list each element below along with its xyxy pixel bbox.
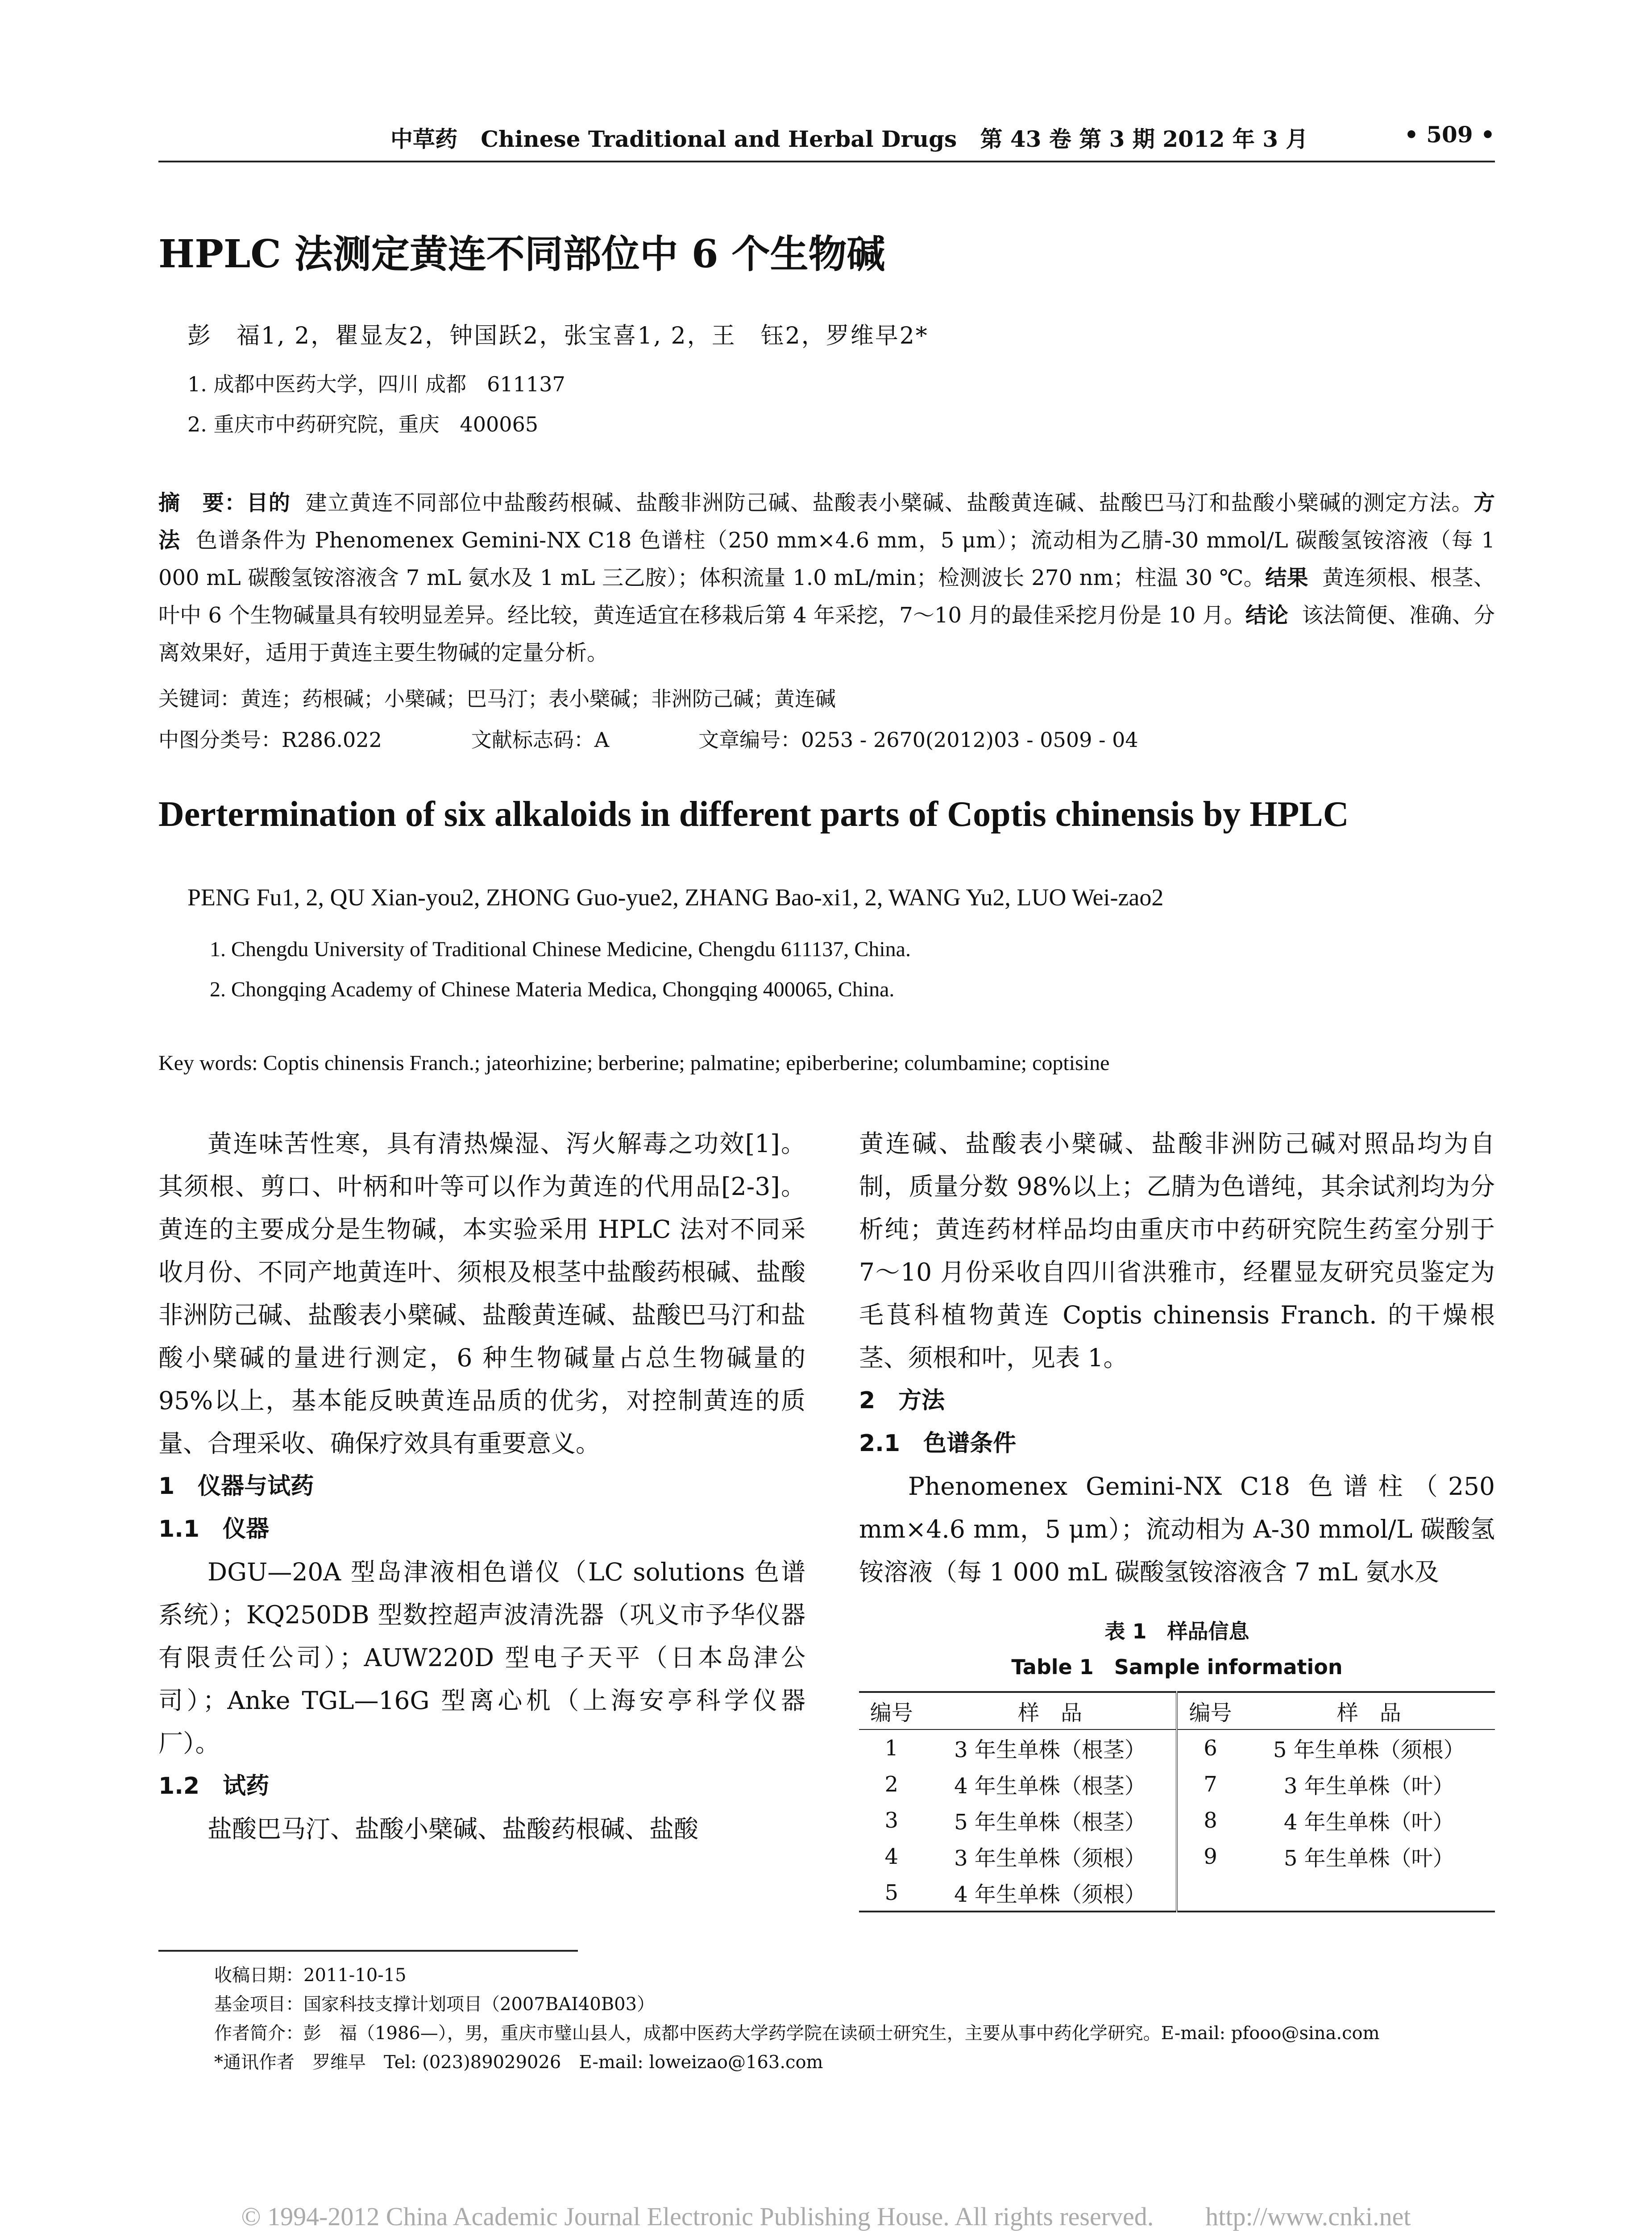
journal-header	[390, 121, 1308, 153]
reagents-continued: 黄连碱、盐酸表小檗碱、盐酸非洲防己碱对照品均为自制，质量分数 98%以上；乙腈为色谱纯，其余试剂均为分析纯；黄连药材样品均由重庆市中药研究院生药室分别于 7～10 月份采收自四川省洪雅市，经瞿显友研究员鉴定为毛茛科植物黄连 Coptis chinensis Franch. 的干燥根茎、须根和叶，见表 1。	[859, 1129, 1495, 1372]
affiliation-en-2: 2. Chongqing Academy of Chinese Materia Medica, Chongqing 400065, China.	[210, 978, 895, 1001]
table1-caption-cn: 表 1 样品信息	[1104, 1619, 1249, 1643]
table-cell: 4 年生单株（根茎）	[924, 1766, 1177, 1802]
keywords-en: Key words: Coptis chinensis Franch.; jateorhizine; berberine; palmatine; epiberberine; columbamine; coptisine	[158, 1051, 1110, 1075]
footnote-received: 收稿日期：2011-10-15	[214, 1965, 407, 1986]
table-row	[859, 1729, 1495, 1766]
table-header-cell: 编号	[870, 1700, 913, 1725]
table-row	[859, 1838, 1495, 1874]
table-cell	[1177, 1874, 1243, 1912]
title-cn: HPLC 法测定黄连不同部位中 6 个生物碱	[158, 232, 885, 277]
reagents-paragraph: 盐酸巴马汀、盐酸小檗碱、盐酸药根碱、盐酸	[208, 1815, 699, 1843]
abstract-result: 黄连须根、根茎、叶中 6 个生物碱量具有较明显差异。经比较，黄连适宜在移栽后第 4 年采挖，7～10 月的最佳采挖月份是 10 月。	[158, 565, 1495, 628]
footnote-divider	[158, 1950, 578, 1952]
table-cell: 5 年生单株（叶）	[1283, 1846, 1454, 1871]
abstract-label: 摘 要：	[158, 490, 247, 515]
affiliation-cn-2: 2. 重庆市中药研究院，重庆 400065	[187, 412, 539, 436]
running-header	[158, 120, 1495, 162]
classification-line	[158, 724, 1228, 753]
footnote-fund: 基金项目：国家科技支撑计划项目（2007BAI40B03）	[214, 1994, 655, 2015]
intro-paragraph: 黄连味苦性寒，具有清热燥湿、泻火解毒之功效[1]。其须根、剪口、叶柄和叶等可以作为黄连的代用品[2-3]。黄连的主要成分是生物碱，本实验采用 HPLC 法对不同采收月份、不同产地黄连叶、须根及根茎中盐酸药根碱、盐酸非洲防己碱、盐酸表小檗碱、盐酸黄连碱、盐酸巴马汀和盐酸小檗碱的量进行测定，6 种生物碱量占总生物碱量的 95%以上，基本能反映黄连品质的优劣，对控制黄连的质量、合理采收、确保疗效具有重要意义。	[158, 1129, 805, 1458]
abstract-result-label: 结果	[1265, 565, 1308, 590]
table-cell: 3	[884, 1808, 899, 1833]
section-heading-2-1: 2.1 色谱条件	[859, 1430, 1017, 1457]
authors-en: PENG Fu1, 2, QU Xian-you2, ZHONG Guo-yue2, ZHANG Bao-xi1, 2, WANG Yu2, LUO Wei-zao2	[187, 884, 1164, 911]
abstract-purpose-label: 目的	[246, 490, 291, 515]
footnote-author: 作者简介：彭 福（1986—），男，重庆市璧山县人，成都中医药大学药学院在读硕士研究生，主要从事中药化学研究。E-mail: pfooo@sina.com	[214, 2023, 1380, 2044]
table-header-cell: 样 品	[924, 1692, 1177, 1729]
table-cell: 2	[884, 1771, 899, 1797]
section-heading-1-2: 1.2 试药	[158, 1773, 270, 1800]
section-heading-1-1: 1.1 仪器	[158, 1516, 270, 1543]
affiliation-cn-1: 1. 成都中医药大学，四川 成都 611137	[187, 372, 565, 396]
affiliation-en-1: 1. Chengdu University of Traditional Chinese Medicine, Chengdu 611137, China.	[210, 937, 911, 961]
conditions-paragraph: Phenomenex Gemini-NX C18 色谱柱（250 mm×4.6 mm，5 μm）；流动相为 A-30 mmol/L 碳酸氢铵溶液（每 1 000 mL 碳酸氢铵溶液含 7 mL 氨水及	[859, 1472, 1495, 1586]
table-cell: 3 年生单株（根茎）	[924, 1729, 1177, 1766]
body-right-column	[859, 1122, 1495, 1593]
table-cell: 4	[884, 1844, 899, 1869]
instruments-paragraph: DGU—20A 型岛津液相色谱仪（LC solutions 色谱系统）；KQ250DB 型数控超声波清洗器（巩义市予华仪器有限责任公司）；AUW220D 型电子天平（日本岛津公司）；Anke TGL—16G 型离心机（上海安亭科学仪器厂）。	[158, 1558, 805, 1758]
table-header-cell: 编号	[1189, 1700, 1232, 1725]
page-number: • 509 •	[1404, 121, 1495, 148]
table-cell: 7	[1204, 1771, 1217, 1797]
abstract-purpose: 建立黄连不同部位中盐酸药根碱、盐酸非洲防己碱、盐酸表小檗碱、盐酸黄连碱、盐酸巴马汀和盐酸小檗碱的测定方法。	[305, 490, 1474, 515]
authors-cn: 彭 福1, 2，瞿显友2，钟国跃2，张宝喜1, 2，王 钰2，罗维早2*	[187, 323, 929, 349]
table1-caption-en: Table 1 Sample information	[1011, 1655, 1343, 1679]
section-heading-1: 1 仪器与试药	[158, 1473, 314, 1500]
abstract-conclusion-label: 结论	[1245, 603, 1288, 628]
article-number: 文章编号：0253 - 2670(2012)03 - 0509 - 04	[698, 728, 1138, 752]
keywords-cn: 关键词：黄连；药根碱；小檗碱；巴马汀；表小檗碱；非洲防己碱；黄连碱	[158, 687, 836, 711]
journal-name-cn: 中草药	[390, 126, 457, 152]
table-cell: 5 年生单株（须根）	[1273, 1738, 1465, 1762]
table-cell: 1	[884, 1735, 899, 1761]
table-cell: 3 年生单株（须根）	[924, 1838, 1177, 1874]
table-cell: 4 年生单株（须根）	[924, 1874, 1177, 1912]
abstract-conclusion: 该法简便、准确、分离效果好，适用于黄连主要生物碱的定量分析。	[158, 603, 1495, 665]
table-header-row	[859, 1692, 1495, 1729]
abstract-cn	[158, 484, 1495, 672]
copyright-notice: © 1994-2012 China Academic Journal Electronic Publishing House. All rights reserved. http://www.cnki.net	[241, 2202, 1411, 2231]
section-heading-2: 2 方法	[859, 1387, 945, 1414]
table-cell: 6	[1204, 1735, 1217, 1761]
footnote-corresponding: *通讯作者 罗维早 Tel: (023)89029026 E-mail: loweizao@163.com	[214, 2052, 823, 2073]
abstract-method: 色谱条件为 Phenomenex Gemini-NX C18 色谱柱（250 mm×4.6 mm，5 μm）；流动相为乙腈-30 mmol/L 碳酸氢铵溶液（每 1 000 mL 碳酸氢铵溶液含 7 mL 氨水及 1 mL 三乙胺）；体积流量 1.0 mL/min；检测波长 270 nm；柱温 30 ℃。	[158, 528, 1495, 590]
table-cell	[1243, 1874, 1495, 1912]
table-row	[859, 1766, 1495, 1802]
table-row	[859, 1802, 1495, 1838]
table-cell: 5	[884, 1880, 899, 1905]
body-left-column	[158, 1122, 805, 1850]
table-header-cell: 样 品	[1337, 1700, 1401, 1725]
sample-table	[859, 1691, 1495, 1912]
title-en: Dertermination of six alkaloids in different parts of Coptis chinensis by HPLC	[158, 795, 1349, 834]
table-cell: 5 年生单株（根茎）	[924, 1802, 1177, 1838]
table-cell: 4 年生单株（叶）	[1283, 1810, 1454, 1835]
clc-number: 中图分类号：R286.022	[158, 728, 382, 752]
table-row	[859, 1874, 1495, 1912]
document-code: 文献标志码：A	[471, 728, 610, 752]
journal-name-en: Chinese Traditional and Herbal Drugs	[481, 126, 957, 152]
journal-issue: 第 43 卷 第 3 期 2012 年 3 月	[980, 126, 1308, 152]
table-cell: 8	[1204, 1808, 1217, 1833]
abstract-method-label: 方法	[158, 490, 1495, 553]
table-cell: 9	[1204, 1844, 1217, 1869]
table-cell: 3 年生单株（叶）	[1283, 1774, 1454, 1799]
